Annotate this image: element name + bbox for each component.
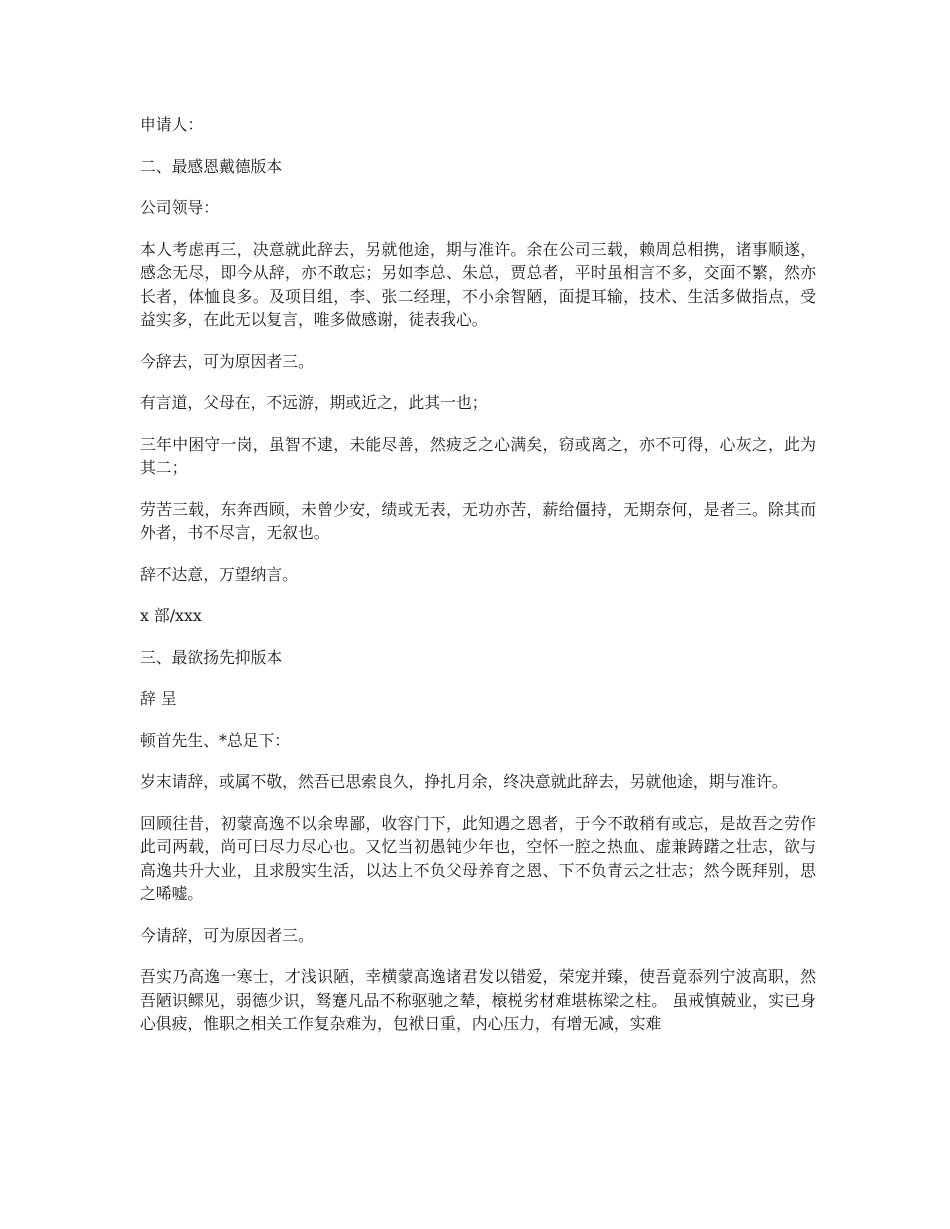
reason-one: 有言道，父母在，不远游，期或近之，此其一也； — [140, 393, 488, 412]
salutation-2: 顿首先生、*总足下： — [140, 730, 291, 750]
letter-title: 辞 呈 — [140, 689, 177, 708]
body-paragraph: 吾实乃高逸一寒士，才浅识陋，幸横蒙高逸诸君发以错爱，荣宠并臻，使吾竟忝列宁波高职，然吾陋识鳏见，弱德少识，驽蹇凡品不称驱驰之辇，榱棁劣材难堪栋梁之柱。 虽戒慎兢业，实已身心俱疲，惟职之相关工作复杂难为，包袱日重，内心压力，有增无减，实难 — [140, 967, 816, 1033]
body-paragraph: 回顾往昔，初蒙高逸不以余卑鄙，收容门下，此知遇之恩者，于今不敢稍有或忘，是故吾之劳作此司两载，尚可曰尽力尽心也。又忆当初愚钝少年也，空怀一腔之热血、虚兼踌躇之壮志，欲与高逸共升大业，且求殷实生活，以达上不负父母养育之恩、下不负青云之壮志；然今既拜别，思之唏嘘。 — [140, 813, 816, 903]
reason-three: 劳苦三载，东奔西顾，未曾少安，绩或无表，无功亦苦，薪给僵持，无期奈何，是者三。除其而外者，书不尽言，无叙也。 — [140, 499, 816, 542]
reason-two: 三年中困守一岗，虽智不逮，未能尽善，然疲乏之心满矣，窃或离之，亦不可得，心灰之，此为其二； — [140, 434, 816, 477]
closing-line: 辞不达意，万望纳言。 — [140, 564, 298, 584]
reasons-intro: 今辞去，可为原因者三。 — [140, 351, 314, 371]
document-body — [140, 113, 816, 1054]
section-heading-3: 三、最欲扬先抑版本 — [140, 647, 283, 667]
salutation: 公司领导： — [140, 198, 219, 217]
section-heading-2: 二、最感恩戴德版本 — [140, 156, 283, 176]
applicant-label: 申请人： — [140, 115, 204, 134]
reasons-intro-2: 今请辞，可为原因者三。 — [140, 925, 314, 945]
body-paragraph: 本人考虑再三，决意就此辞去，另就他途，期与准许。余在公司三载，赖周总相携，诸事顺遂，感念无尽，即今从辞，亦不敢忘；另如李总、朱总，贾总者，平时虽相言不多，交面不繁，然亦长者，体恤良多。及项目组，李、张二经理，不小余智陋，面提耳输，技术、生活多做指点，受益实多，在此无以复言，唯多做感谢，徒表我心。 — [140, 239, 816, 329]
signature: x 部/xxx — [140, 606, 202, 625]
body-paragraph: 岁末请辞，或属不敬，然吾已思索良久，挣扎月余，终决意就此辞去，另就他途，期与准许。 — [140, 772, 788, 791]
